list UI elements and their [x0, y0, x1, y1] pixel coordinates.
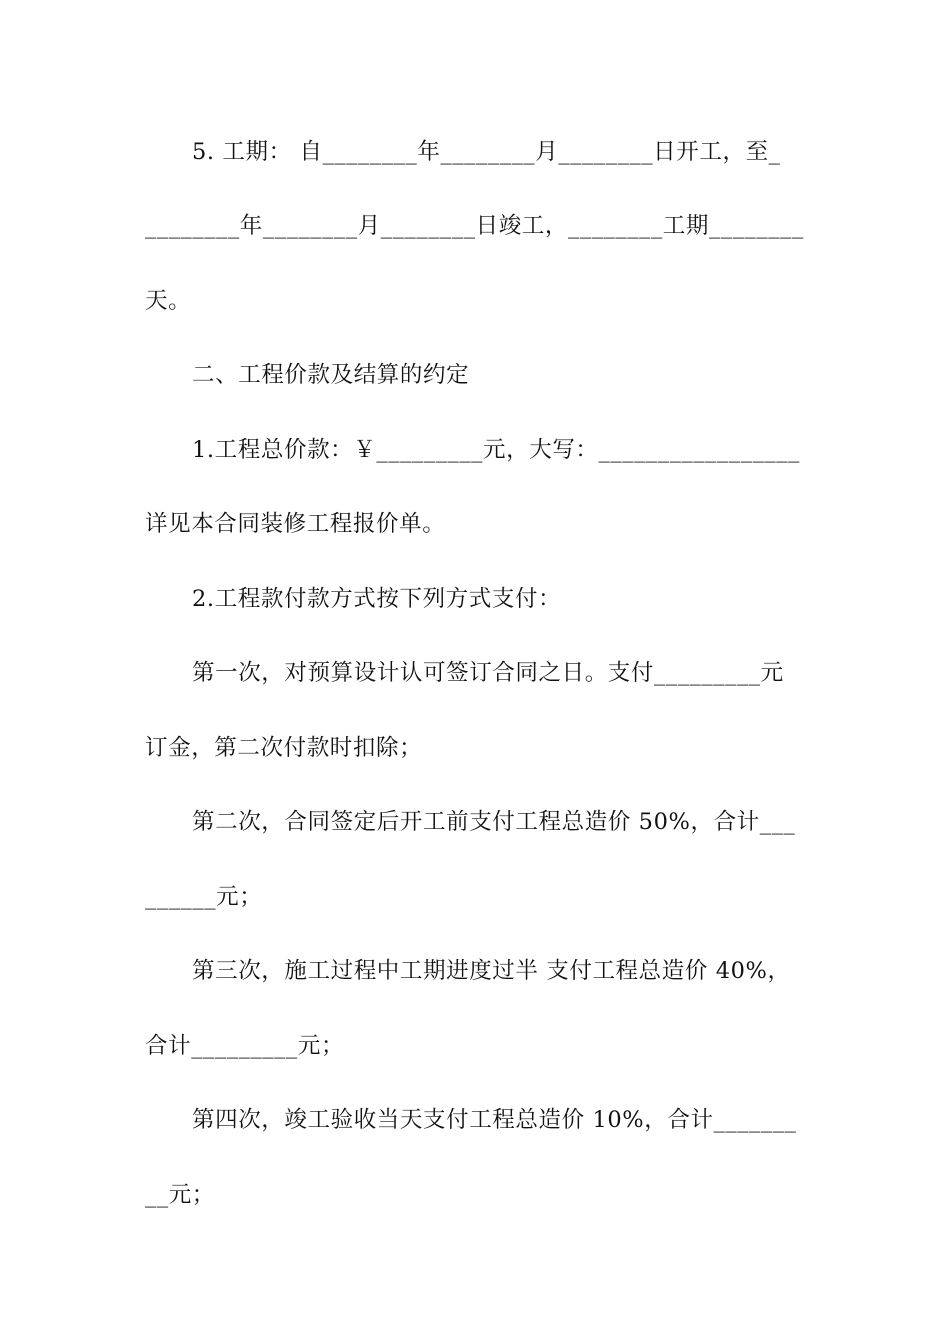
- payment-fourth-line-1: 第四次，竣工验收当天支付工程总造价 10%，合计_______: [192, 1107, 797, 1133]
- payment-first-line-1: 第一次，对预算设计认可签订合同之日。支付_________元: [192, 660, 784, 686]
- duration-line-3: 天。: [145, 288, 192, 314]
- section-heading-price: 二、工程价款及结算的约定: [192, 362, 470, 388]
- payment-second-line-2: ______元；: [145, 884, 263, 910]
- payment-method-line: 2.工程款付款方式按下列方式支付：: [192, 586, 562, 612]
- total-price-line-2: 详见本合同装修工程报价单。: [145, 511, 446, 537]
- payment-third-line-1: 第三次，施工过程中工期进度过半 支付工程总造价 40%，: [192, 958, 791, 984]
- total-price-line-1: 1.工程总价款：￥_________元，大写：_________________: [192, 437, 800, 463]
- payment-first-line-2: 订金，第二次付款时扣除；: [145, 735, 423, 761]
- payment-third-line-2: 合计_________元；: [145, 1033, 345, 1059]
- duration-line-2: ________年________月________日竣工，________工期________: [145, 213, 804, 239]
- duration-line-1: 5. 工期： 自________年________月________日开工，至_: [192, 139, 781, 165]
- payment-second-line-1: 第二次，合同签定后开工前支付工程总造价 50%，合计___: [192, 809, 796, 835]
- payment-fourth-line-2: __元；: [145, 1182, 215, 1208]
